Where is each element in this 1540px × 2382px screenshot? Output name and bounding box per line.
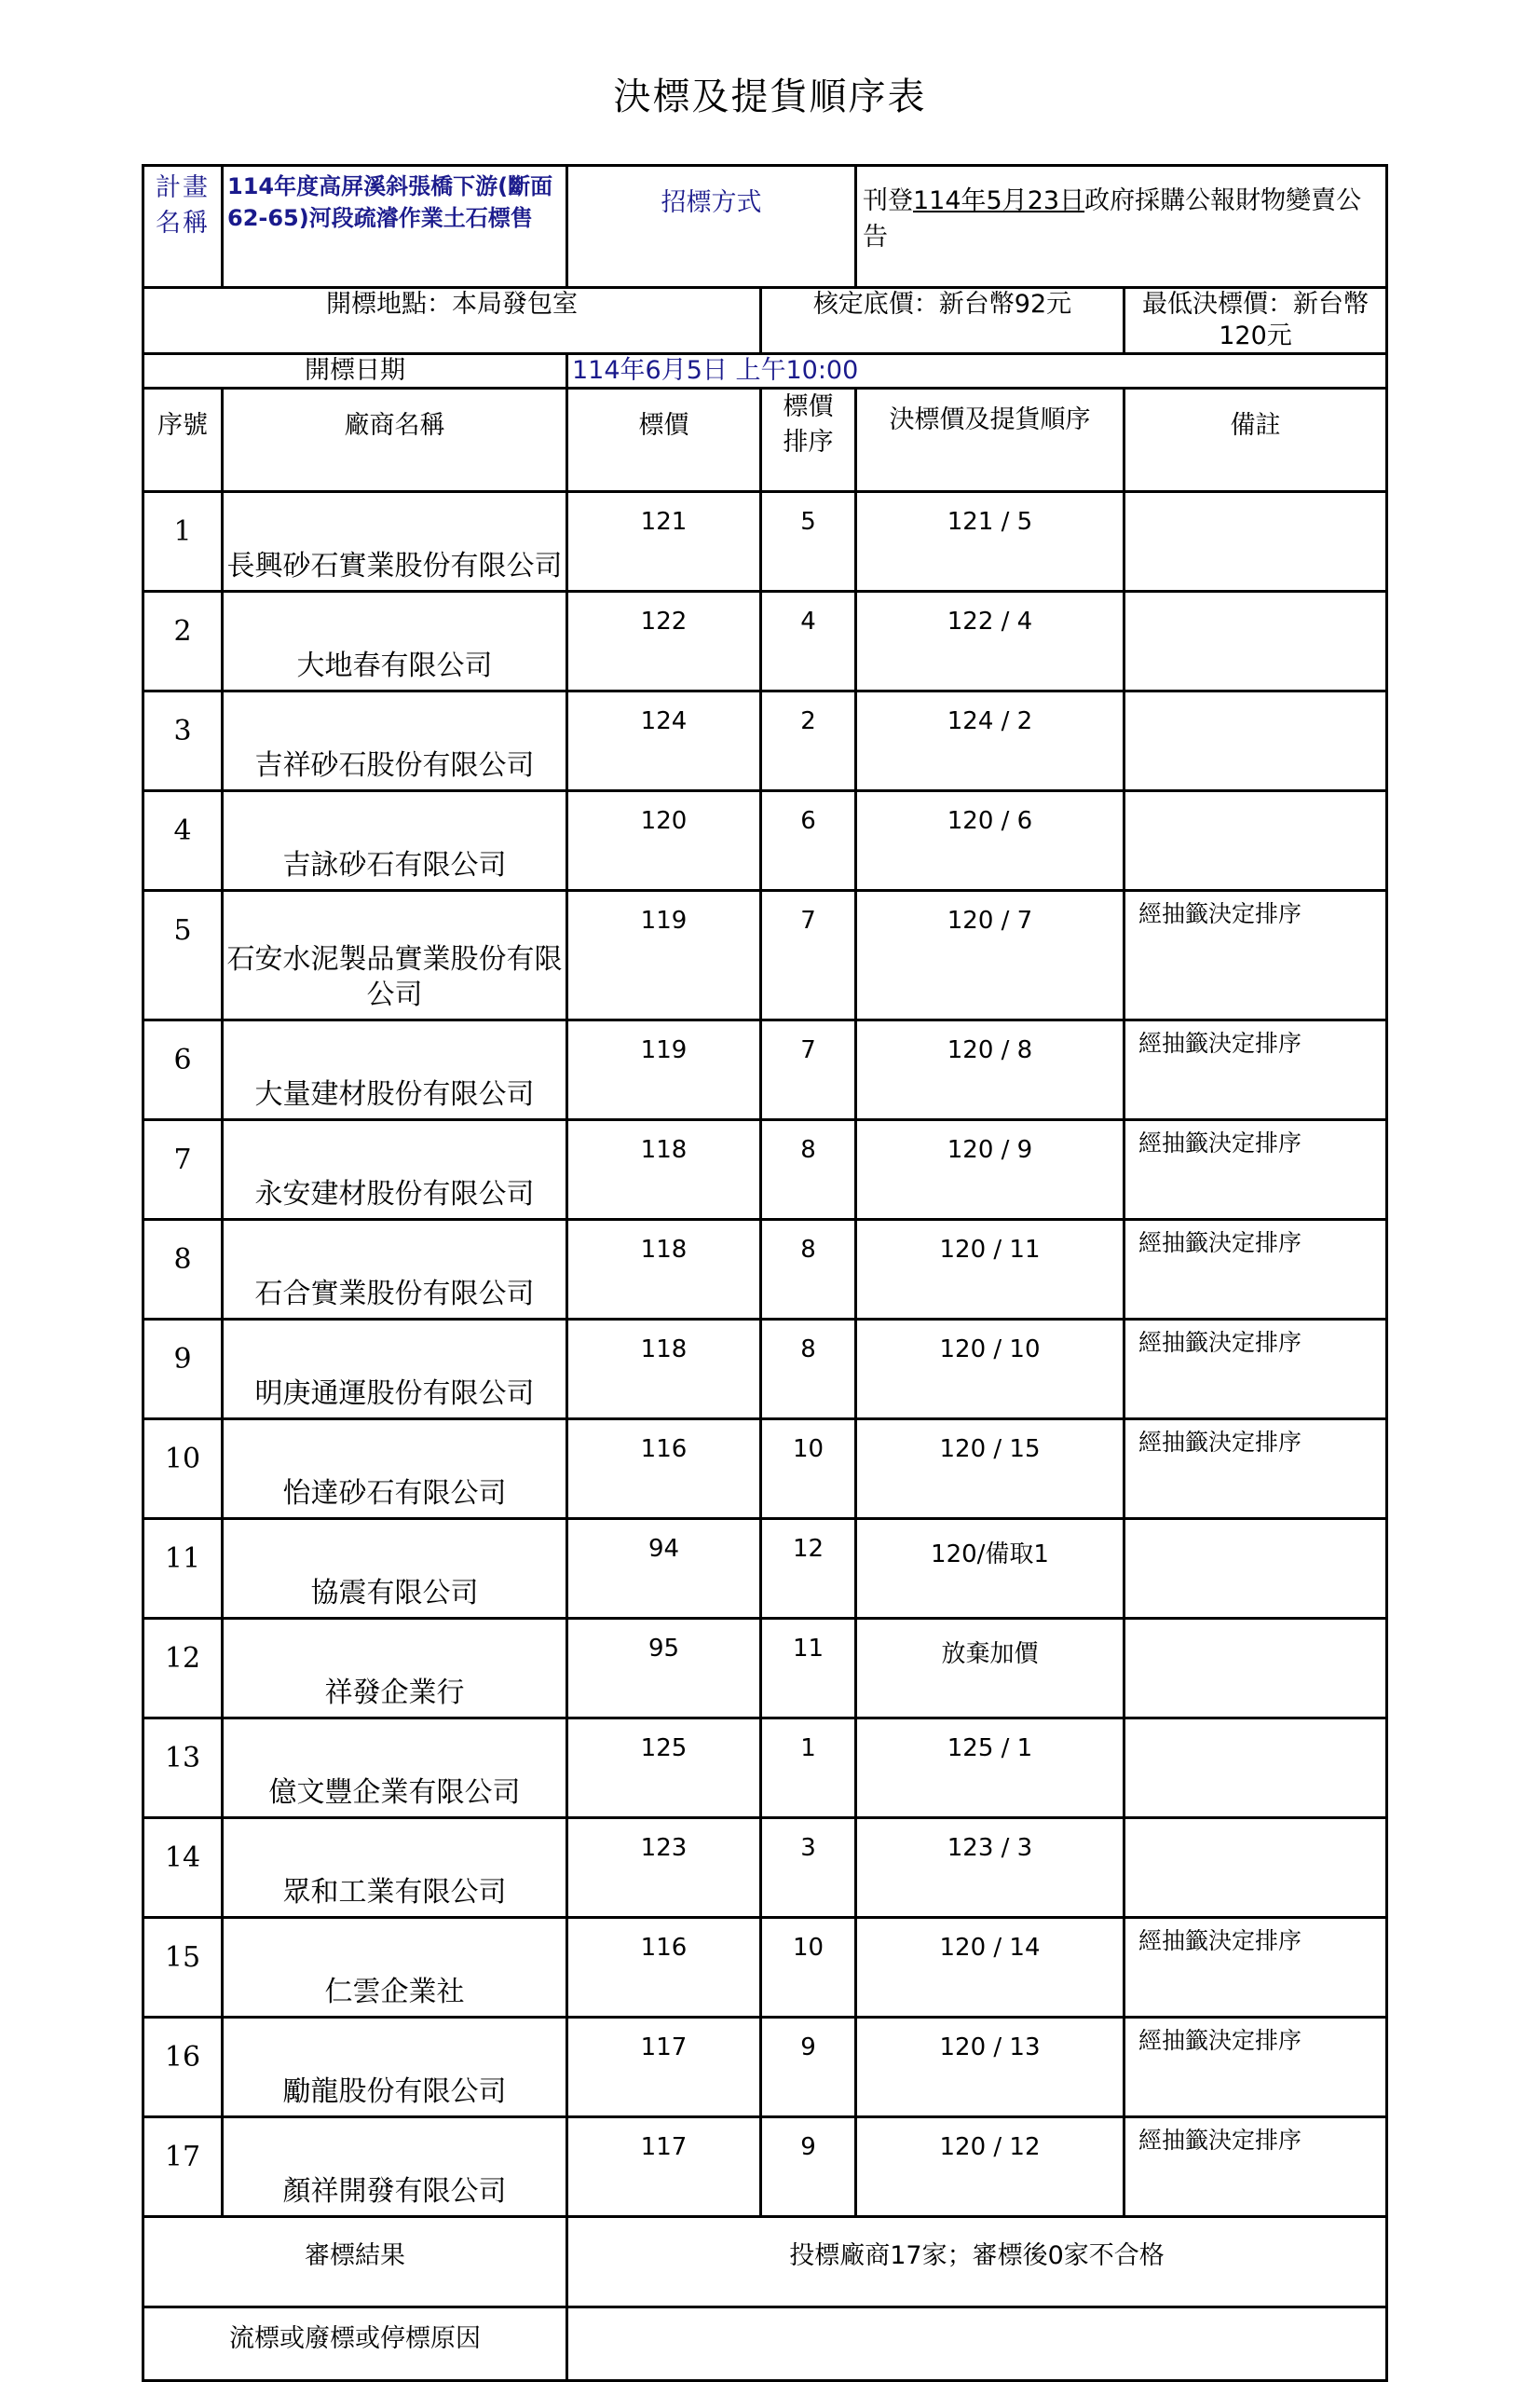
row-bid: 119 — [567, 1020, 761, 1120]
table-row — [143, 1320, 1387, 1419]
table-row — [143, 1020, 1387, 1120]
row-firm: 石合實業股份有限公司 — [223, 1220, 567, 1320]
row-rank: 4 — [761, 592, 856, 691]
row-bid: 117 — [567, 2018, 761, 2117]
row-rank: 1 — [761, 1718, 856, 1818]
row-firm: 億文豐企業有限公司 — [223, 1718, 567, 1818]
row-award: 120 / 8 — [856, 1020, 1124, 1120]
bid-table — [142, 164, 1388, 2382]
table-row — [143, 1120, 1387, 1220]
row-seq: 17 — [143, 2117, 223, 2217]
date-label: 開標日期 — [143, 354, 567, 389]
row-rank: 8 — [761, 1120, 856, 1220]
row-award: 120 / 9 — [856, 1120, 1124, 1220]
col-award: 決標價及提貨順序 — [856, 389, 1124, 492]
row-bid: 117 — [567, 2117, 761, 2217]
row-rank: 8 — [761, 1220, 856, 1320]
row-rank: 10 — [761, 1419, 856, 1519]
row-note — [1124, 1519, 1387, 1619]
col-firm: 廠商名稱 — [223, 389, 567, 492]
row-seq: 12 — [143, 1619, 223, 1718]
row-note: 經抽籤決定排序 — [1124, 2018, 1387, 2117]
row-seq: 5 — [143, 891, 223, 1020]
col-rank: 標價排序 — [761, 389, 856, 492]
row-seq: 2 — [143, 592, 223, 691]
row-seq: 15 — [143, 1918, 223, 2018]
row-rank: 6 — [761, 791, 856, 891]
table-row — [143, 891, 1387, 1020]
row-rank: 5 — [761, 492, 856, 592]
row-bid: 123 — [567, 1818, 761, 1918]
row-award: 120 / 12 — [856, 2117, 1124, 2217]
row-firm: 永安建材股份有限公司 — [223, 1120, 567, 1220]
row-award: 120 / 11 — [856, 1220, 1124, 1320]
row-rank: 8 — [761, 1320, 856, 1419]
date-value: 114年6月5日 上午10:00 — [567, 354, 1387, 389]
col-bid: 標價 — [567, 389, 761, 492]
row-note — [1124, 791, 1387, 891]
row-seq: 14 — [143, 1818, 223, 1918]
row-bid: 118 — [567, 1120, 761, 1220]
row-seq: 16 — [143, 2018, 223, 2117]
row-note: 經抽籤決定排序 — [1124, 1220, 1387, 1320]
row-firm: 勵龍股份有限公司 — [223, 2018, 567, 2117]
table-row — [143, 791, 1387, 891]
reason-label: 流標或廢標或停標原因 — [143, 2307, 567, 2381]
row-bid: 125 — [567, 1718, 761, 1818]
table-row — [143, 2018, 1387, 2117]
row-note — [1124, 492, 1387, 592]
col-seq: 序號 — [143, 389, 223, 492]
row-rank: 10 — [761, 1918, 856, 2018]
row-firm: 顏祥開發有限公司 — [223, 2117, 567, 2217]
row-seq: 10 — [143, 1419, 223, 1519]
base-price: 核定底價：新台幣92元 — [761, 288, 1124, 354]
row-seq: 8 — [143, 1220, 223, 1320]
row-seq: 13 — [143, 1718, 223, 1818]
row-note — [1124, 592, 1387, 691]
page-title: 決標及提貨順序表 — [613, 75, 927, 118]
reason-row — [143, 2307, 1387, 2381]
table-body — [143, 492, 1387, 2217]
row-note — [1124, 691, 1387, 791]
table-row — [143, 2117, 1387, 2217]
header-row-location — [143, 288, 1387, 354]
table-row — [143, 1519, 1387, 1619]
row-award: 120 / 13 — [856, 2018, 1124, 2117]
row-rank: 3 — [761, 1818, 856, 1918]
method-date: 114年5月23日 — [913, 186, 1085, 215]
row-note: 經抽籤決定排序 — [1124, 1320, 1387, 1419]
row-award: 120 / 6 — [856, 791, 1124, 891]
header-row-date — [143, 354, 1387, 389]
row-bid: 121 — [567, 492, 761, 592]
row-rank: 9 — [761, 2018, 856, 2117]
row-note: 經抽籤決定排序 — [1124, 1020, 1387, 1120]
row-seq: 4 — [143, 791, 223, 891]
min-award-price: 最低決標價：新台幣120元 — [1124, 288, 1387, 354]
header-row-plan — [143, 166, 1387, 288]
table-row — [143, 492, 1387, 592]
row-note — [1124, 1718, 1387, 1818]
reason-value — [567, 2307, 1387, 2381]
row-award: 120 / 7 — [856, 891, 1124, 1020]
row-rank: 12 — [761, 1519, 856, 1619]
result-row — [143, 2217, 1387, 2307]
row-award: 121 / 5 — [856, 492, 1124, 592]
method-value: 刊登114年5月23日政府採購公報財物變賣公告 — [856, 166, 1387, 288]
row-note — [1124, 1619, 1387, 1718]
row-rank: 7 — [761, 1020, 856, 1120]
row-award: 123 / 3 — [856, 1818, 1124, 1918]
row-seq: 9 — [143, 1320, 223, 1419]
row-award: 122 / 4 — [856, 592, 1124, 691]
row-award: 120 / 10 — [856, 1320, 1124, 1419]
column-header-row — [143, 389, 1387, 492]
row-note — [1124, 1818, 1387, 1918]
row-bid: 124 — [567, 691, 761, 791]
row-bid: 122 — [567, 592, 761, 691]
row-rank: 7 — [761, 891, 856, 1020]
row-bid: 120 — [567, 791, 761, 891]
row-bid: 118 — [567, 1220, 761, 1320]
row-firm: 眾和工業有限公司 — [223, 1818, 567, 1918]
row-rank: 9 — [761, 2117, 856, 2217]
table-row — [143, 1718, 1387, 1818]
row-award: 放棄加價 — [856, 1619, 1124, 1718]
table-row — [143, 1619, 1387, 1718]
row-bid: 116 — [567, 1918, 761, 2018]
row-bid: 94 — [567, 1519, 761, 1619]
row-rank: 2 — [761, 691, 856, 791]
row-award: 125 / 1 — [856, 1718, 1124, 1818]
row-firm: 石安水泥製品實業股份有限公司 — [223, 891, 567, 1020]
row-firm: 大地春有限公司 — [223, 592, 567, 691]
row-seq: 11 — [143, 1519, 223, 1619]
row-firm: 祥發企業行 — [223, 1619, 567, 1718]
col-note: 備註 — [1124, 389, 1387, 492]
table-row — [143, 1818, 1387, 1918]
row-firm: 大量建材股份有限公司 — [223, 1020, 567, 1120]
row-note: 經抽籤決定排序 — [1124, 891, 1387, 1020]
row-seq: 6 — [143, 1020, 223, 1120]
table-row — [143, 1419, 1387, 1519]
row-award: 120 / 15 — [856, 1419, 1124, 1519]
row-seq: 3 — [143, 691, 223, 791]
row-bid: 118 — [567, 1320, 761, 1419]
row-bid: 95 — [567, 1619, 761, 1718]
row-note: 經抽籤決定排序 — [1124, 1918, 1387, 2018]
table-row — [143, 1220, 1387, 1320]
plan-label: 計畫名稱 — [143, 166, 223, 288]
result-label: 審標結果 — [143, 2217, 567, 2307]
table-row — [143, 1918, 1387, 2018]
result-value: 投標廠商17家；審標後0家不合格 — [567, 2217, 1387, 2307]
row-award: 120/備取1 — [856, 1519, 1124, 1619]
plan-name: 114年度高屏溪斜張橋下游(斷面62-65)河段疏濬作業土石標售 — [223, 166, 567, 288]
table-row — [143, 592, 1387, 691]
row-firm: 吉詠砂石有限公司 — [223, 791, 567, 891]
location: 開標地點：本局發包室 — [143, 288, 761, 354]
row-seq: 7 — [143, 1120, 223, 1220]
row-award: 124 / 2 — [856, 691, 1124, 791]
row-note: 經抽籤決定排序 — [1124, 1419, 1387, 1519]
row-bid: 116 — [567, 1419, 761, 1519]
row-firm: 長興砂石實業股份有限公司 — [223, 492, 567, 592]
row-rank: 11 — [761, 1619, 856, 1718]
row-firm: 協震有限公司 — [223, 1519, 567, 1619]
row-firm: 怡達砂石有限公司 — [223, 1419, 567, 1519]
row-award: 120 / 14 — [856, 1918, 1124, 2018]
row-firm: 仁雲企業社 — [223, 1918, 567, 2018]
row-firm: 明庚通運股份有限公司 — [223, 1320, 567, 1419]
table-row — [143, 691, 1387, 791]
row-seq: 1 — [143, 492, 223, 592]
row-note: 經抽籤決定排序 — [1124, 2117, 1387, 2217]
row-firm: 吉祥砂石股份有限公司 — [223, 691, 567, 791]
row-note: 經抽籤決定排序 — [1124, 1120, 1387, 1220]
method-label: 招標方式 — [567, 166, 856, 288]
row-bid: 119 — [567, 891, 761, 1020]
